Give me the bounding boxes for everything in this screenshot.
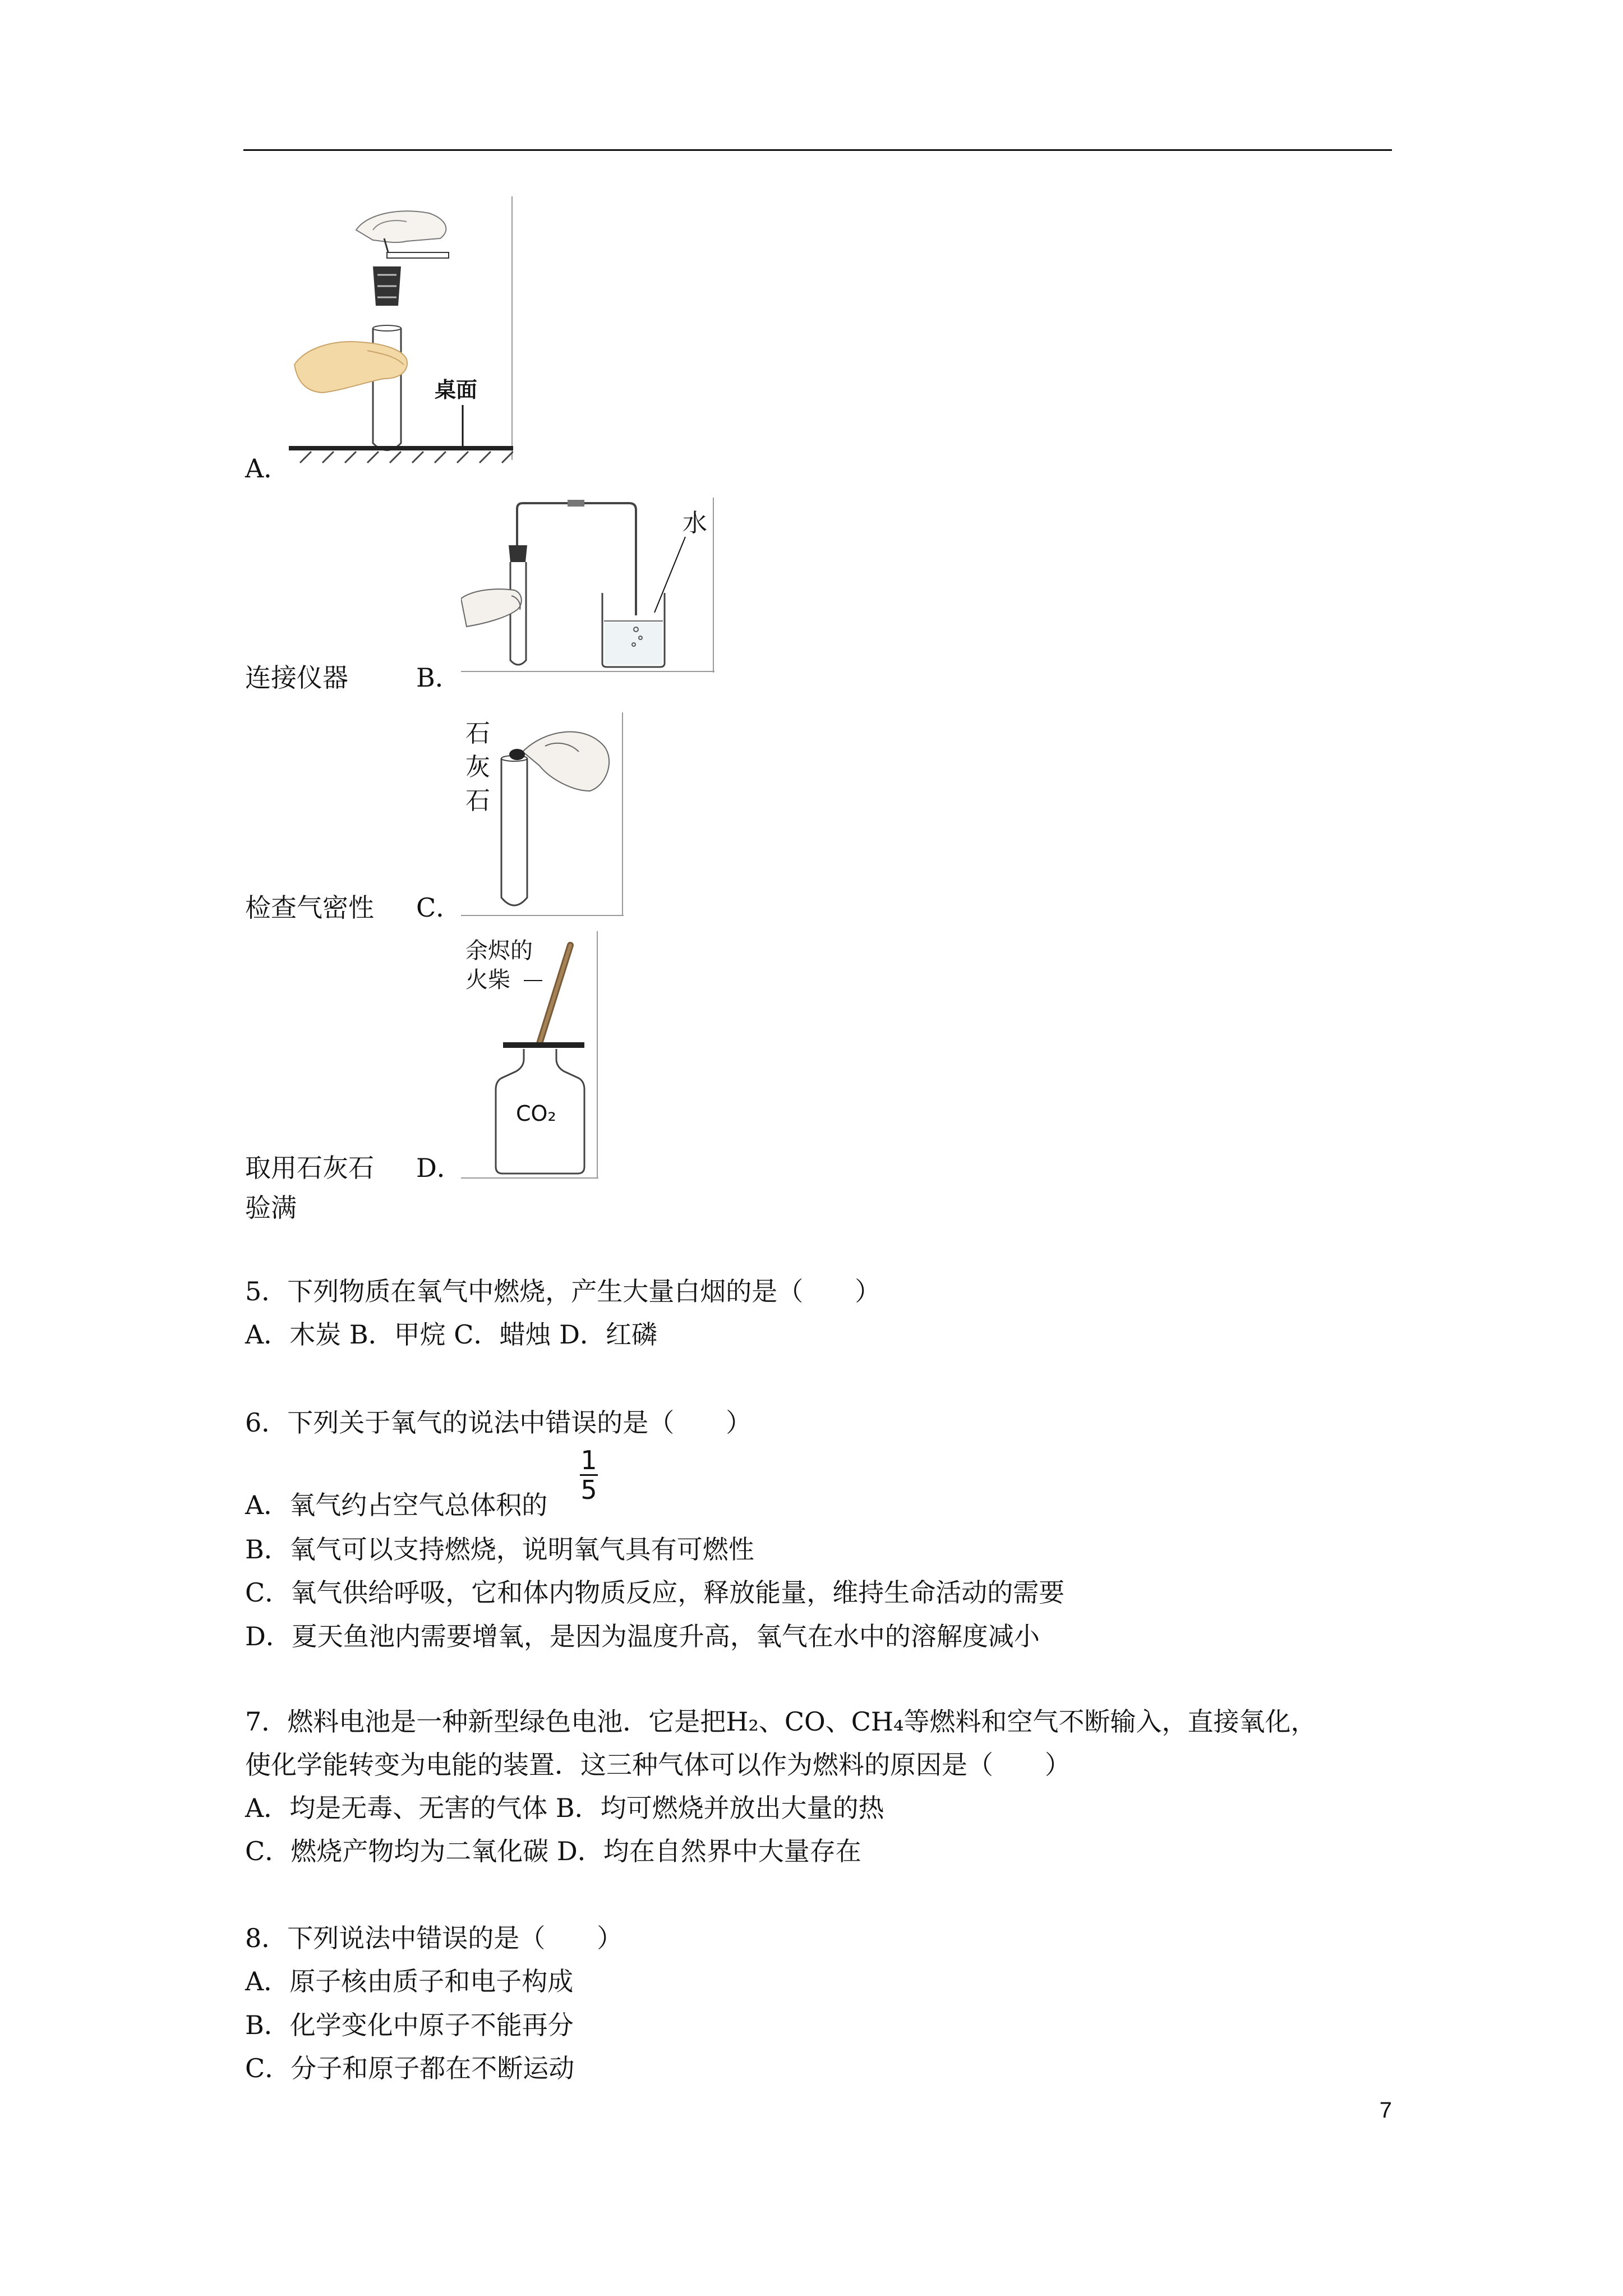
header-rule bbox=[243, 149, 1392, 151]
q4-option-b-letter: B． bbox=[416, 662, 461, 693]
figure-c-label-line-3: 石 bbox=[465, 786, 490, 815]
q6-fraction-numerator: 1 bbox=[580, 1445, 597, 1475]
q8-option-c: C．分子和原子都在不断运动 bbox=[245, 2053, 575, 2083]
q4-option-b-caption: 检查气密性 bbox=[245, 892, 374, 923]
q8-option-b: B．化学变化中原子不能再分 bbox=[245, 2010, 574, 2040]
q7-options-line-2: C．燃烧产物均为二氧化碳 D．均在自然界中大量存在 bbox=[245, 1836, 861, 1866]
figure-d-bottle-label: CO₂ bbox=[516, 1101, 556, 1126]
figure-c-label-line-2: 灰 bbox=[465, 753, 490, 781]
q4-option-c-letter: C． bbox=[416, 892, 462, 923]
q4-option-d-letter: D． bbox=[416, 1153, 463, 1183]
q5-options: A．木炭 B．甲烷 C．蜡烛 D．红磷 bbox=[245, 1319, 657, 1350]
figure-c-label-line-1: 石 bbox=[465, 719, 490, 748]
q4-option-c-caption: 取用石灰石 bbox=[245, 1153, 374, 1183]
figure-c-add-limestone bbox=[461, 712, 624, 917]
figure-d-co2-full-check bbox=[461, 931, 598, 1179]
q5-stem: 5．下列物质在氧气中燃烧，产生大量白烟的是（ ） bbox=[245, 1276, 881, 1306]
figure-d-label-line-1: 余烬的 bbox=[465, 938, 533, 964]
q6-option-a: A．氧气约占空气总体积的 bbox=[245, 1490, 548, 1520]
q6-option-b: B．氧气可以支持燃烧，说明氧气具有可燃性 bbox=[245, 1534, 754, 1565]
q6-option-c: C．氧气供给呼吸，它和体内物质反应，释放能量，维持生命活动的需要 bbox=[245, 1577, 1065, 1608]
q4-option-a-letter: A． bbox=[245, 453, 290, 484]
q7-stem-line-1: 7．燃料电池是一种新型绿色电池．它是把H₂、CO、CH₄等燃料和空气不断输入，直接氧化， bbox=[245, 1706, 1317, 1737]
figure-a-desk-label: 桌面 bbox=[435, 378, 478, 402]
page-number: 7 bbox=[1379, 2098, 1392, 2123]
q4-option-a-caption: 连接仪器 bbox=[245, 662, 348, 693]
figure-b-water-label: 水 bbox=[683, 509, 707, 537]
q8-stem: 8．下列说法中错误的是（ ） bbox=[245, 1923, 623, 1953]
q6-fraction-denominator: 5 bbox=[580, 1475, 597, 1505]
q6-stem: 6．下列关于氧气的说法中错误的是（ ） bbox=[245, 1407, 752, 1438]
q7-stem-line-2: 使化学能转变为电能的装置．这三种气体可以作为燃料的原因是（ ） bbox=[245, 1750, 1071, 1780]
q6-fraction-one-fifth bbox=[578, 1446, 600, 1504]
q4-option-d-caption: 验满 bbox=[245, 1193, 297, 1223]
figure-b-airtightness-check bbox=[461, 498, 714, 673]
q7-options-line-1: A．均是无毒、无害的气体 B．均可燃烧并放出大量的热 bbox=[245, 1793, 884, 1823]
q8-option-a: A．原子核由质子和电子构成 bbox=[245, 1966, 574, 1996]
figure-d-label-line-2: 火柴 bbox=[465, 967, 510, 993]
q6-option-d: D．夏天鱼池内需要增氧，是因为温度升高，氧气在水中的溶解度减小 bbox=[245, 1621, 1040, 1651]
figure-a-test-tube-on-desk bbox=[289, 196, 513, 466]
